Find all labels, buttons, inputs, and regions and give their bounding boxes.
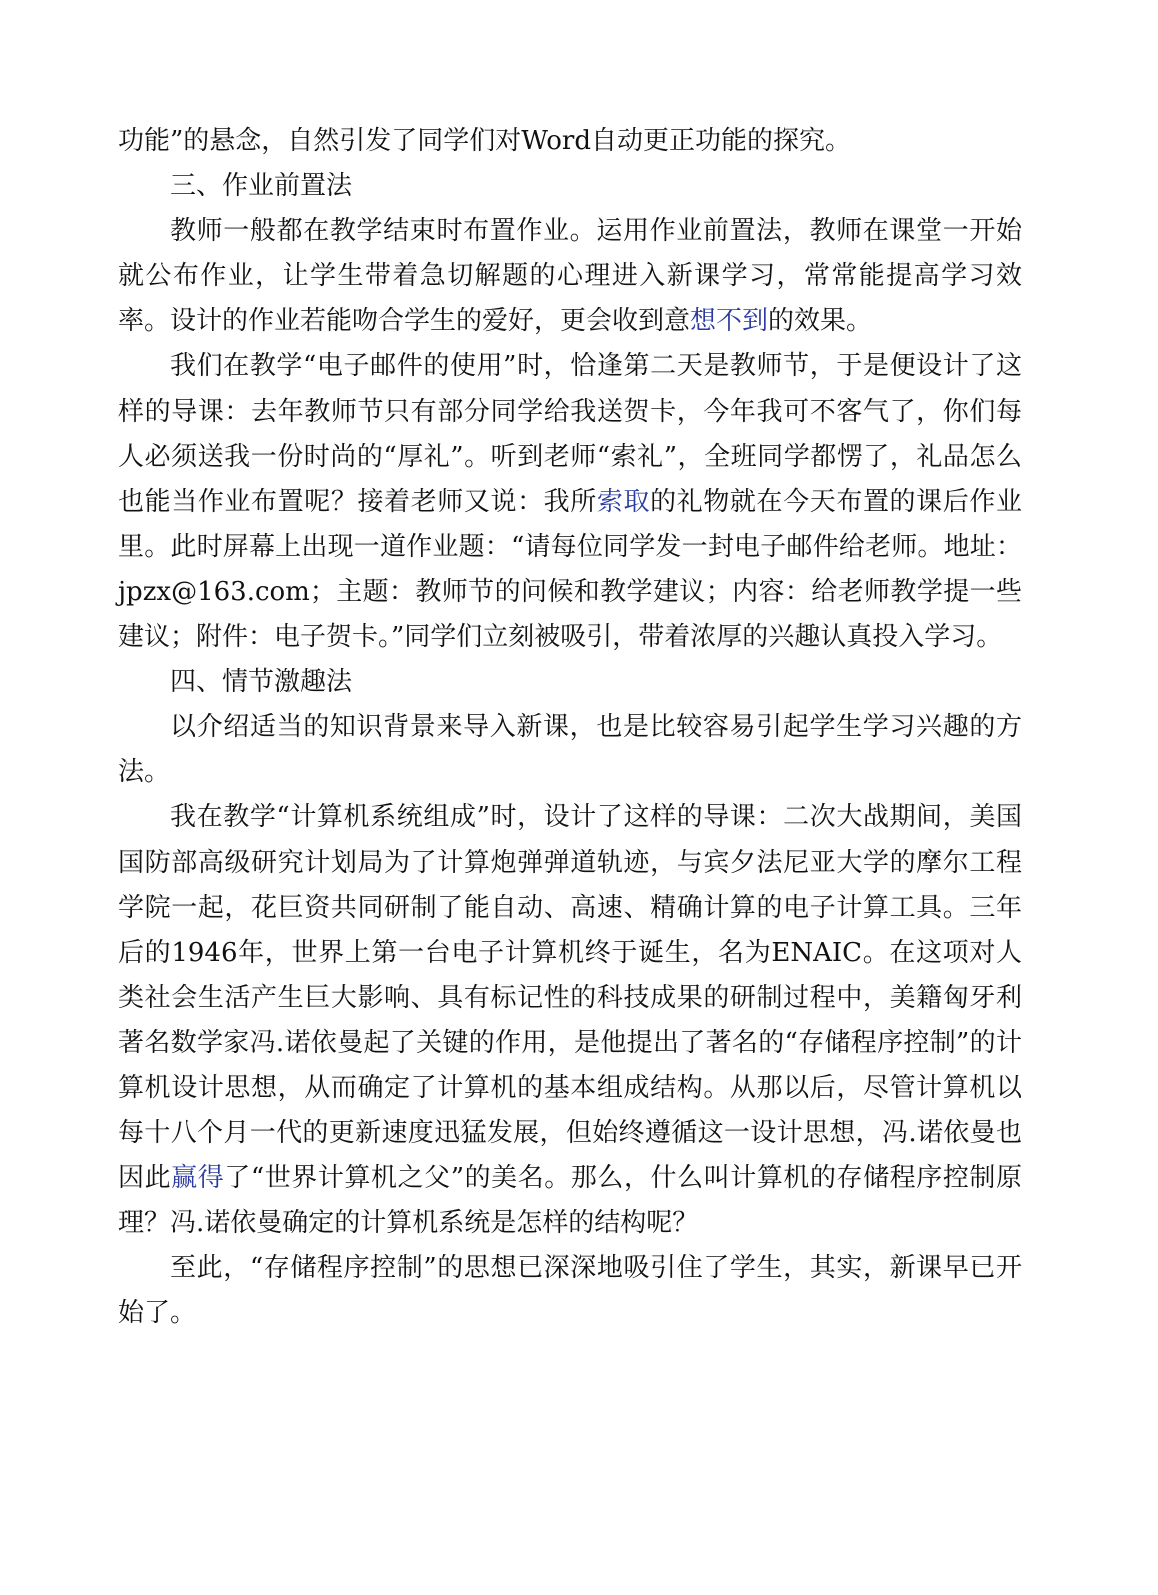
document-body bbox=[118, 119, 1022, 1337]
paragraph-text: 教师一般都在教学结束时布置作业。运用作业前置法，教师在课堂一开始就公布作业，让学生带着急切解题的心理进入新课学习，常常能提高学习效率。设计的作业若能吻合学生的爱好，更会收到意 bbox=[118, 216, 1022, 337]
paragraph-email-example bbox=[118, 344, 1022, 660]
paragraph-text: 我在教学“计算机系统组成”时，设计了这样的导课：二次大战期间，美国国防部高级研究计划局为了计算炮弹弹道轨迹，与宾夕法尼亚大学的摩尔工程学院一起，花巨资共同研制了能自动、高速、精确计算的电子计算工具。三年后的1946年，世界上第一台电子计算机终于诞生，名为ENAIC。在这项对人类社会生活产生巨大影响、具有标记性的科技成果的研制过程中，美籍匈牙利著名数学家冯.诺依曼起了关键的作用，是他提出了著名的“存储程序控制”的计算机设计思想，从而确定了计算机的基本组成结构。从那以后，尽管计算机以每十八个月一代的更新速度迅猛发展，但始终遵循这一设计思想，冯.诺依曼也因此 bbox=[118, 802, 1022, 1194]
paragraph-conclusion: 至此，“存储程序控制”的思想已深深地吸引住了学生，其实，新课早已开始了。 bbox=[118, 1253, 1022, 1329]
paragraph-computer-example bbox=[118, 795, 1022, 1246]
section-heading-three: 三、作业前置法 bbox=[170, 171, 353, 202]
hyperlink-text[interactable]: 索取 bbox=[596, 486, 651, 517]
paragraph-text: 了“世界计算机之父”的美名。那么，什么叫计算机的存储程序控制原理？冯.诺依曼确定的计算机系统是怎样的结构呢？ bbox=[118, 1163, 1022, 1239]
paragraph-text: 的效果。 bbox=[768, 306, 873, 337]
paragraph-text: 我们在教学“电子邮件的使用”时，恰逢第二天是教师节，于是便设计了这样的导课：去年教师节只有部分同学给我送贺卡，今年我可不客气了，你们每人必须送我一份时尚的“厚礼”。听到老师“索礼”，全班同学都愣了，礼品怎么也能当作业布置呢？接着老师又说：我所 bbox=[118, 351, 1022, 517]
section-heading-four: 四、情节激趣法 bbox=[170, 667, 353, 698]
hyperlink-text[interactable]: 赢得 bbox=[171, 1163, 225, 1194]
paragraph-text: 的礼物就在今天布置的课后作业里。此时屏幕上出现一道作业题：“请每位同学发一封电子邮件给老师。地址：jpzx@163.com；主题：教师节的问候和教学建议；内容：给老师教学提一些建议；附件：电子贺卡。”同学们立刻被吸引，带着浓厚的兴趣认真投入学习。 bbox=[118, 486, 1022, 653]
hyperlink-text[interactable]: 想不到 bbox=[690, 306, 769, 337]
paragraph-assignment-method bbox=[118, 209, 1022, 344]
paragraph-story-method: 以介绍适当的知识背景来导入新课，也是比较容易引起学生学习兴趣的方法。 bbox=[118, 712, 1022, 788]
paragraph-continuation: 功能”的悬念，自然引发了同学们对Word自动更正功能的探究。 bbox=[118, 126, 851, 156]
